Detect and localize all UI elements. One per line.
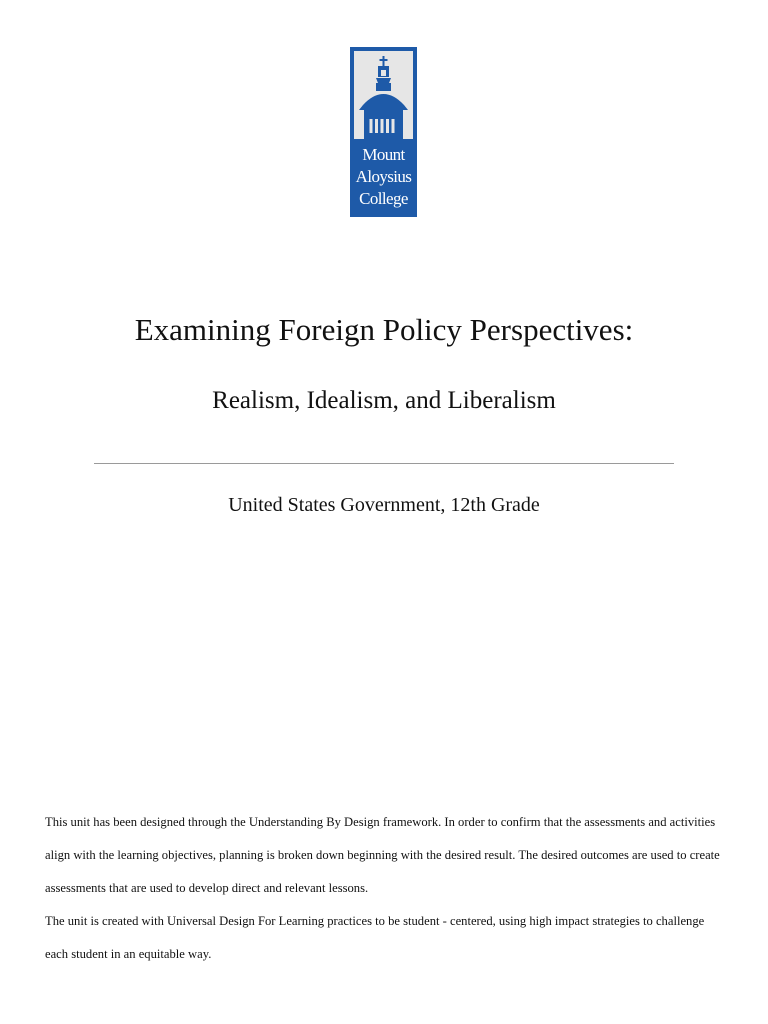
college-logo [350, 47, 417, 217]
logo-text-mount: Mount [362, 145, 405, 164]
divider [94, 463, 674, 464]
intro-paragraph-1: This unit has been designed through the Understanding By Design framework. In order to confirm that the assessments and activities align with the learning objectives, planning is broken down beginning with the desired result. The desired outcomes are used to create assessments that are used to develop direct and relevant lessons. [45, 815, 720, 895]
intro-text [45, 806, 725, 971]
logo-text-college: College [359, 189, 408, 208]
document-title: Examining Foreign Policy Perspectives: [134, 312, 634, 347]
document-subtitle: Realism, Idealism, and Liberalism [212, 387, 556, 414]
intro-paragraph-2: The unit is created with Universal Design For Learning practices to be student - centered, using high impact strategies to challenge each student in an equitable way. [45, 914, 705, 961]
course-name: United States Government, 12th Grade [228, 494, 540, 516]
logo-text-aloysius: Aloysius [355, 167, 412, 186]
